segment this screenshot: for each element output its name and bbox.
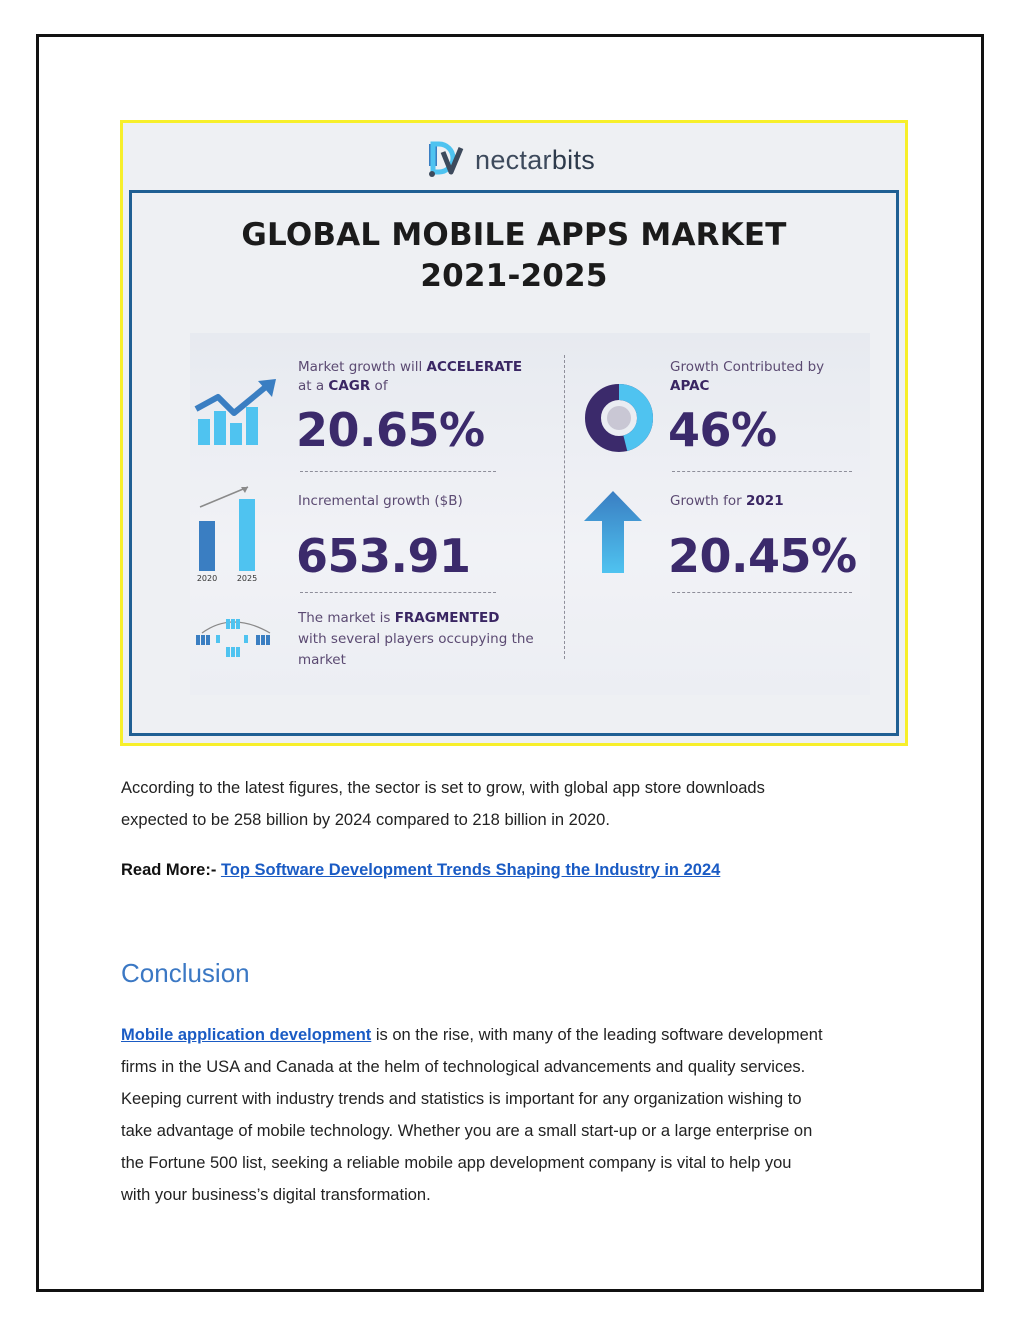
read-more-link[interactable]: Top Software Development Trends Shaping the Industry in 2024 (220, 861, 721, 879)
read-more-label: Read More:- (121, 861, 221, 879)
logo-text: nectarbits (475, 144, 596, 175)
intro-line: According to the latest figures, the sector is set to grow, with global app store downloads (121, 779, 765, 797)
conclusion-heading: Conclusion (121, 958, 250, 988)
bar-label-2025: 2025 (236, 574, 258, 583)
center-divider (564, 355, 565, 659)
divider (672, 592, 852, 593)
bar-label-2020: 2020 (196, 574, 218, 583)
infographic-title: GLOBAL MOBILE APPS MARKET 2021-2025 (241, 217, 787, 294)
nectarbits-logo (423, 137, 595, 183)
read-more (121, 858, 720, 882)
growth2021-label: Growth for 2021 (670, 493, 784, 509)
apac-label: Growth Contributed by APAC (670, 359, 825, 394)
cagr-label: Market growth will ACCELERATE at a CAGR of (298, 359, 523, 394)
incremental-label: Incremental growth ($B) (298, 493, 463, 509)
bar-comparison-icon (190, 477, 266, 583)
divider (300, 471, 496, 472)
divider (672, 471, 852, 472)
up-arrow-icon (582, 489, 644, 575)
incremental-value: 653.91 (296, 529, 471, 583)
players-cluster-icon (194, 613, 278, 663)
intro-line: expected to be 258 billion by 2024 compared to 218 billion in 2020. (121, 811, 610, 829)
conclusion-paragraph: Mobile application development is on the rise, with many of the leading software development firms in the USA and Canada at the helm of technological advancements and quality services. Keeping current with industry trends and statistics is important for any organization wishing to take advantage of mobile technology. Whether you are a small start-up or a large enterprise on the Fortune 500 list, seeking a reliable mobile app development company is vital to help you with your business’s digital transformation. (121, 1026, 823, 1204)
donut-chart-icon (584, 383, 654, 453)
nectarbits-logo-icon (423, 138, 467, 182)
rising-bar-chart-icon (194, 379, 280, 447)
infographic-image (120, 120, 908, 746)
mobile-app-dev-link[interactable]: Mobile application development (121, 1026, 372, 1044)
cagr-value: 20.65% (296, 403, 485, 457)
intro-paragraph (121, 772, 921, 836)
divider (300, 592, 496, 593)
growth2021-value: 20.45% (668, 529, 857, 583)
fragmented-label: The market is FRAGMENTED with several players occupying the market (298, 610, 534, 668)
infographic-panel (129, 190, 899, 736)
apac-value: 46% (668, 403, 777, 457)
